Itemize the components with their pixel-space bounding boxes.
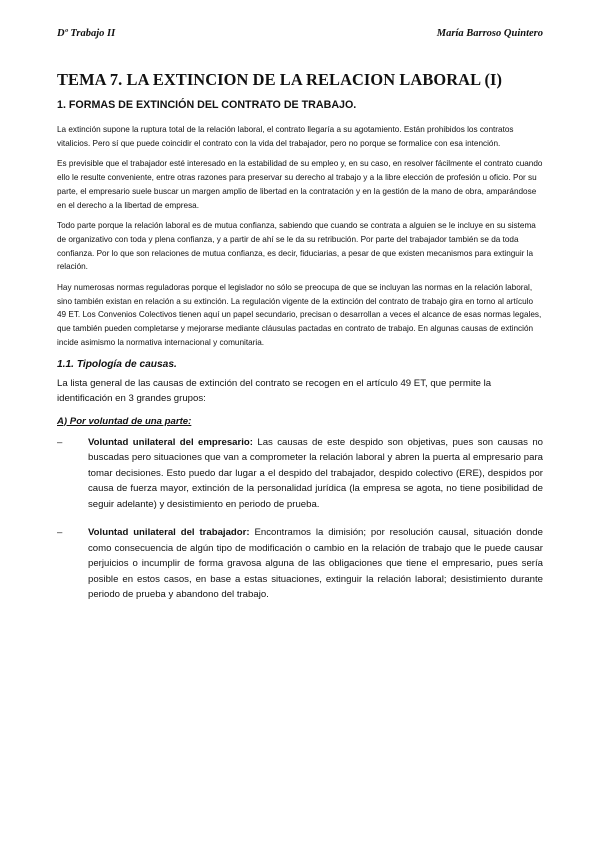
paragraph: Es previsible que el trabajador esté interesado en la estabilidad de su empleo y, en su caso, en resolver fácilmente el contrato cuando ello le resulte conveniente, entre otras razones para preservar su derecho al trabajo y a la libre elección de profesión u oficio. Por su parte, el empresario suele buscar un margen amplio de libertad en la contratación y en la gestión de la mano de obra, amparándose en el derecho a la libertad de empresa. [57, 159, 543, 210]
group-heading: A) Por voluntad de una parte: [57, 415, 192, 427]
list-item-body: Encontramos la dimisión; por resolución causal, situación donde como consecuencia de algún tipo de modificación o cambio en la relación de trabajo que le puede causar perjuicios o incumplir de forma gravosa alguna de las obligaciones que tiene el empresario, pues sería posible en estos casos, en base a estas situaciones, extinguir la relación laboral; desistimiento durante periodo de prueba y abandono del trabajo. [88, 527, 543, 601]
header-course: Dº Trabajo II [57, 28, 116, 39]
list-item [57, 525, 543, 603]
document-body [57, 70, 543, 616]
paragraph: La extinción supone la ruptura total de la relación laboral, el contrato llegaría a su agotamiento. Están prohibidos los contratos vitalicios. Pero sí que puede coincidir el contrato con la vida del trabajador, pero no porque se formalice con esa intención. [57, 125, 514, 148]
subsection-heading: 1.1. Tipología de causas. [57, 358, 177, 370]
page-title: TEMA 7. LA EXTINCION DE LA RELACION LABORAL (I) [57, 70, 503, 89]
dash-bullet: – [57, 436, 63, 448]
header-author: María Barroso Quintero [436, 28, 543, 39]
paragraph: Hay numerosas normas reguladoras porque el legislador no sólo se preocupa de que se incluyan las normas en la relación laboral, sino también existan en relación a su extinción. La regulación vigente de la extinción del contrato de trabajo gira en torno al artículo 49 ET. Los Convenios Colectivos tienen aquí un papel secundario, precisan o desarrollan a veces el alcance de esas normas legales, que también pueden completarse y mejorarse mediante cláusulas pactadas en contrato de trabajo. En algunas causas de extinción incide asimismo la normativa internacional y comunitaria. [57, 283, 542, 347]
list-item-label: Voluntad unilateral del trabajador: [88, 527, 250, 539]
list-item-text [88, 525, 543, 603]
section-heading: 1. FORMAS DE EXTINCIÓN DEL CONTRATO DE TRABAJO. [57, 99, 357, 111]
list-item-text [88, 435, 543, 513]
dash-bullet: – [57, 527, 63, 539]
subsection-intro: La lista general de las causas de extinción del contrato se recogen en el artículo 49 ET, que permite la identificación en 3 grandes grupos: [57, 377, 492, 405]
list-item [57, 435, 543, 513]
list-item-body: Las causas de este despido son objetivas, pues son causas no buscadas pero situaciones que van a comprometer la relación laboral y abren la puerta al empresario para tomar decisiones. Esto puedo dar lugar a el despido del trabajador, despido colectivo (ERE), despidos por causa de fuerza mayor, extinción de la personalidad jurídica (la empresa se agota, no tiene posibilidad de seguir adelante) y desistimiento en periodo de prueba. [88, 436, 543, 510]
list-item-label: Voluntad unilateral del empresario: [88, 436, 253, 448]
paragraph: Todo parte porque la relación laboral es de mutua confianza, sabiendo que cuando se contrata a alguien se le incluye en su sistema de organizativo con toda y plena confianza, y a partir de ahí se le da su retribución. Por parte del trabajador también se da toda confianza. Por lo que son relaciones de mutua confianza, es decir, fiduciarias, a pesar de que existen mecanismos para extinguir la relación. [57, 221, 536, 272]
page-header [57, 28, 543, 39]
